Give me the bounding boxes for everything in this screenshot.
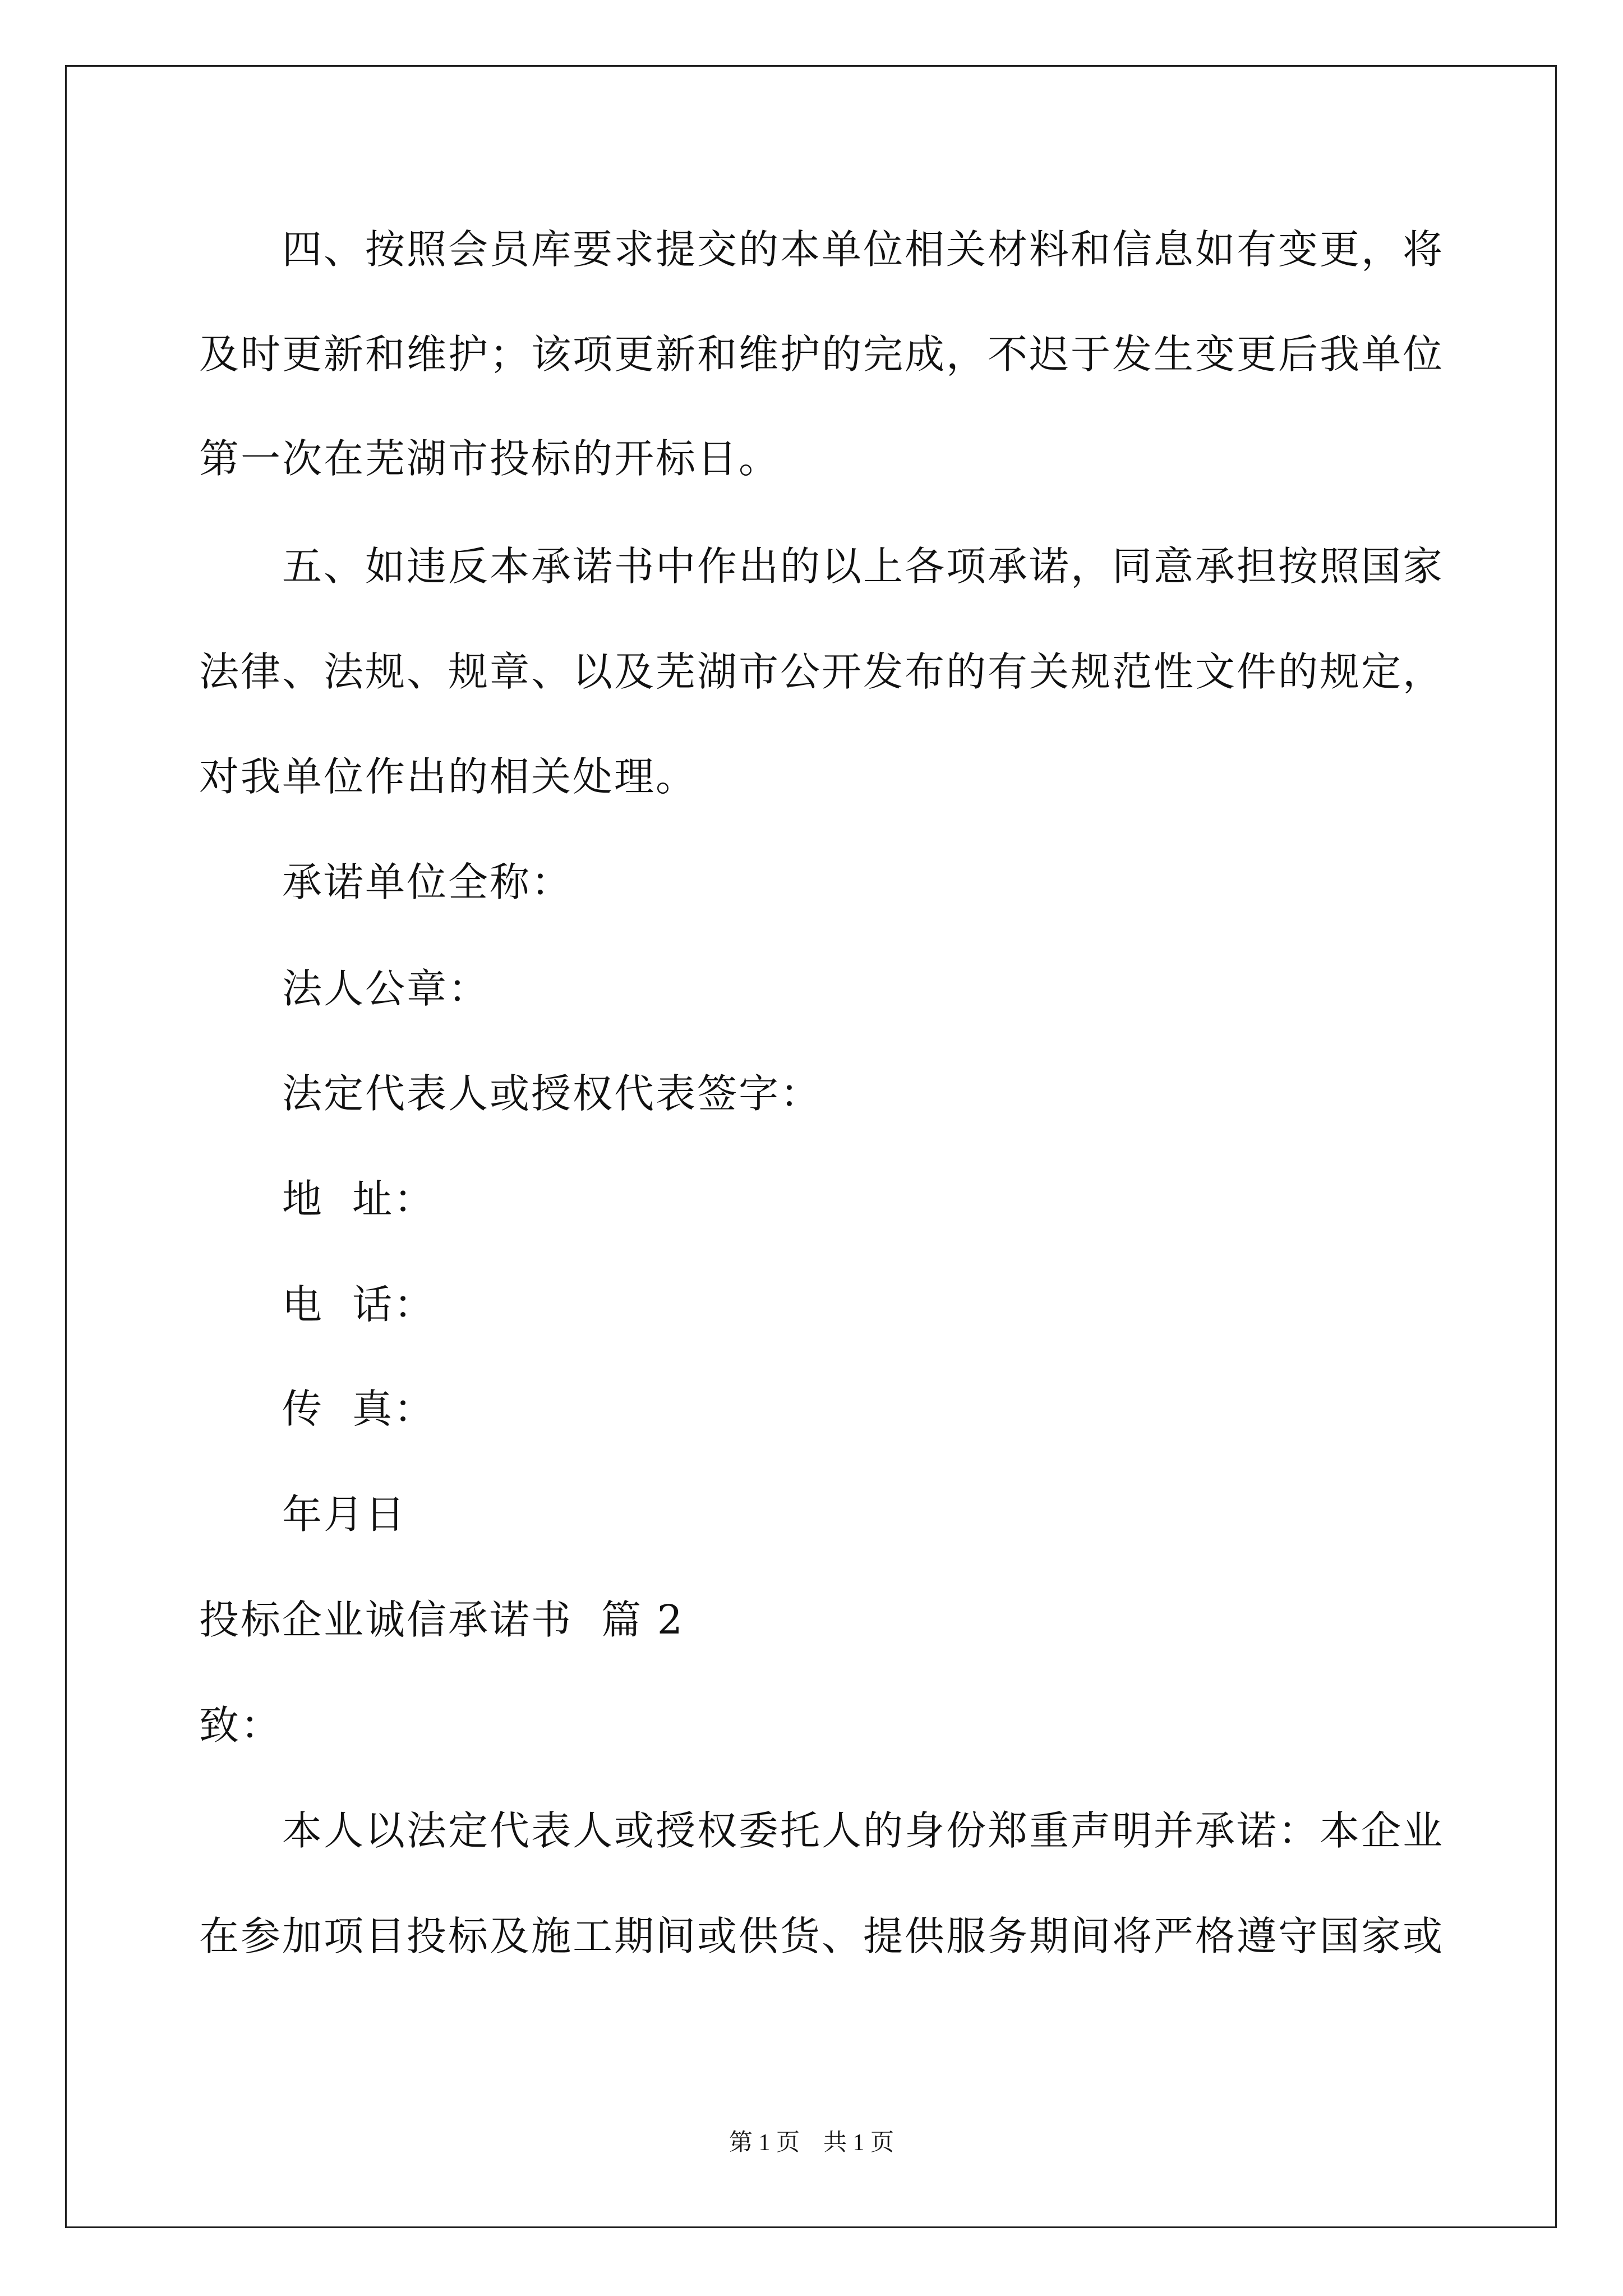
paragraph-line: 及时更新和维护；该项更新和维护的完成，不迟于发生变更后我单位 [199, 331, 1445, 378]
signature-field-fax: 传 真： [282, 1386, 436, 1432]
section-heading: 投标企业诚信承诺书 篇 2 [199, 1596, 684, 1643]
signature-field-representative: 法定代表人或授权代表签字： [282, 1070, 822, 1117]
paragraph-line: 法律、法规、规章、以及芜湖市公开发布的有关规范性文件的规定， [199, 648, 1445, 695]
signature-field-address: 地 址： [282, 1176, 436, 1222]
paragraph-line: 四、按照会员库要求提交的本单位相关材料和信息如有变更，将 [282, 226, 1445, 273]
signature-field-company: 承诺单位全称： [282, 859, 573, 905]
paragraph-line: 在参加项目投标及施工期间或供货、提供服务期间将严格遵守国家或 [199, 1913, 1445, 1959]
page-border [65, 65, 1557, 2228]
signature-field-seal: 法人公章： [282, 965, 490, 1012]
signature-field-date: 年月日 [282, 1491, 407, 1538]
salutation: 致： [199, 1702, 283, 1749]
signature-field-phone: 电 话： [282, 1281, 436, 1328]
paragraph-line: 五、如违反本承诺书中作出的以上各项承诺，同意承担按照国家 [282, 543, 1445, 590]
paragraph-line: 第一次在芜湖市投标的开标日。 [199, 435, 781, 482]
paragraph-line: 对我单位作出的相关处理。 [199, 753, 698, 800]
page-footer: 第 1 页 共 1 页 [728, 2130, 894, 2156]
paragraph-line: 本人以法定代表人或授权委托人的身份郑重声明并承诺：本企业 [282, 1807, 1445, 1854]
